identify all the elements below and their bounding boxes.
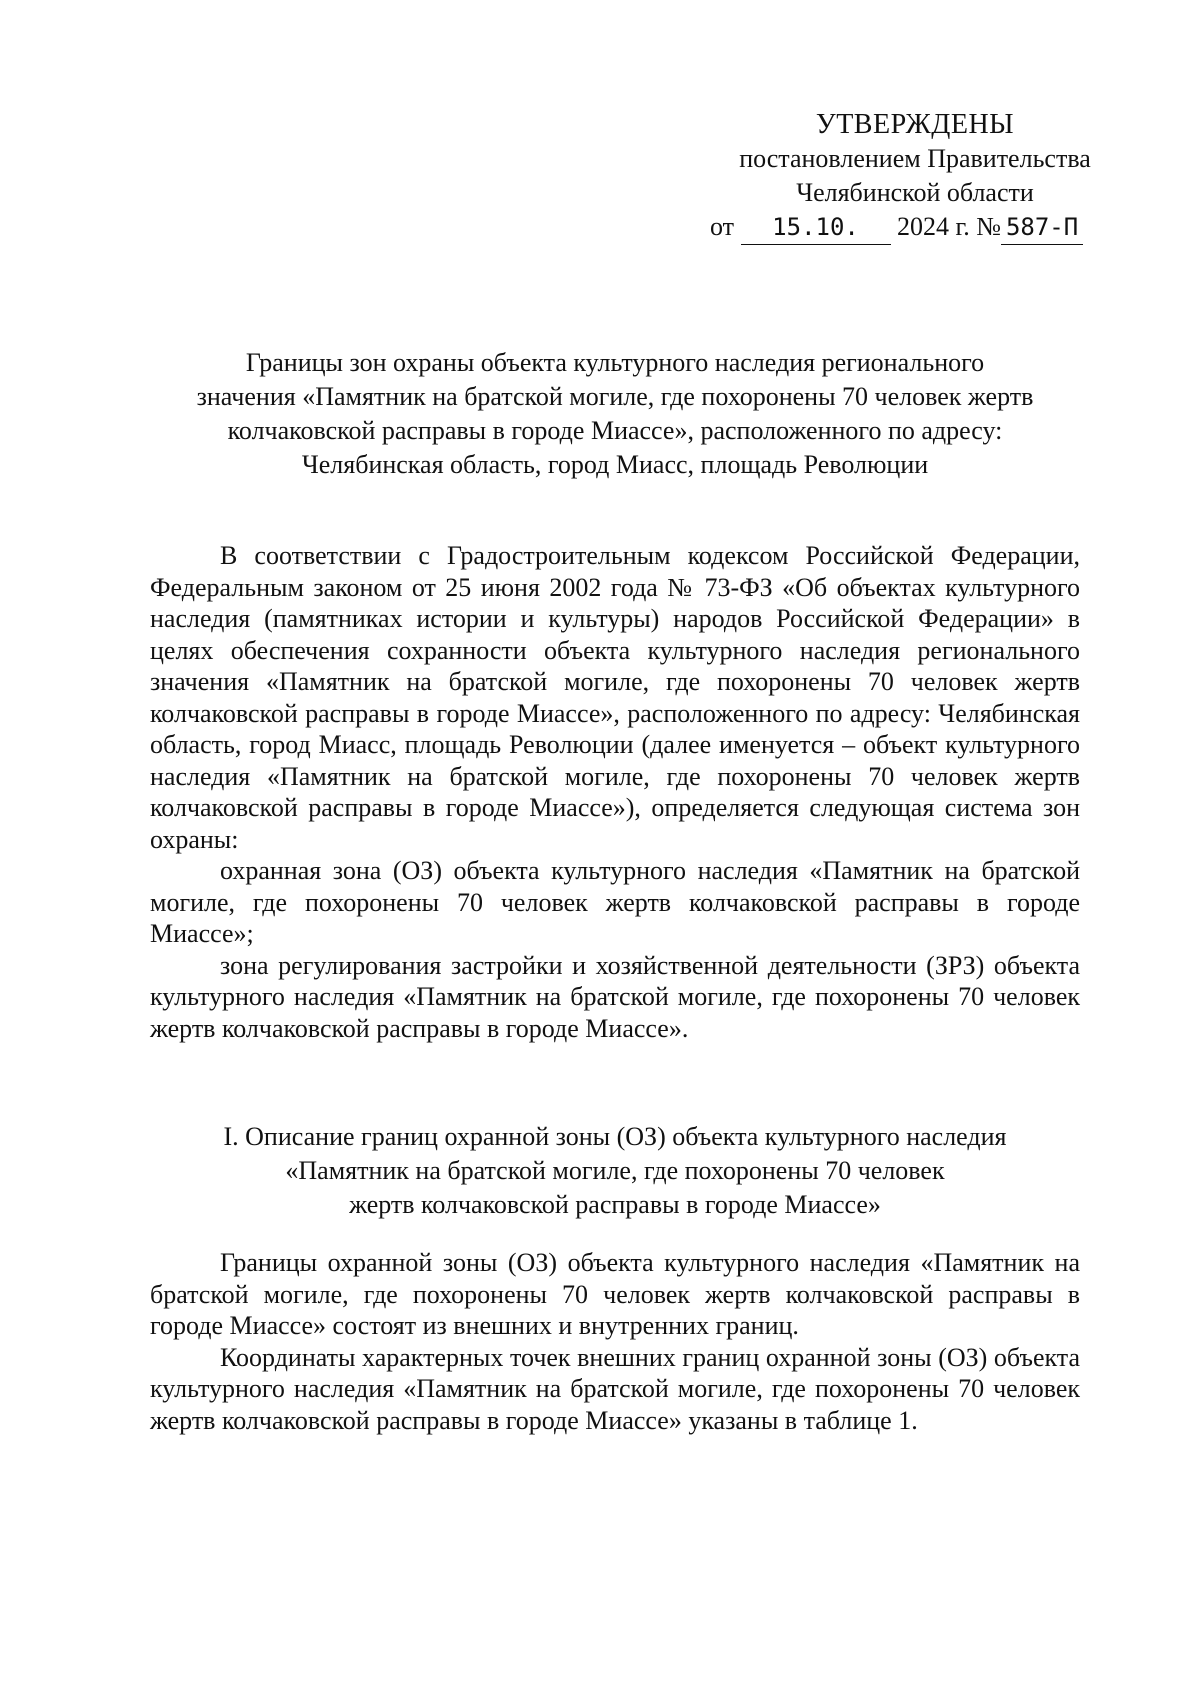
intro-paragraph: зона регулирования застройки и хозяйственной деятельности (ЗРЗ) объекта культурного наследия «Памятник на братской могиле, где похоронены 70 человек жертв колчаковской расправы в городе Миассе». — [150, 950, 1080, 1043]
title-line: Челябинская область, город Миасс, площадь Революции — [301, 450, 929, 479]
approval-date-line — [700, 210, 1130, 245]
section-heading-line: I. Описание границ охранной зоны (ОЗ) объекта культурного наследия — [223, 1122, 1007, 1151]
approval-number: 587-П — [1001, 210, 1083, 245]
approval-number-sign: № — [976, 212, 1002, 241]
approval-heading: УТВЕРЖДЕНЫ — [815, 109, 1015, 140]
approval-block — [700, 108, 1130, 245]
intro-paragraph: охранная зона (ОЗ) объекта культурного наследия «Памятник на братской могиле, где похоронены 70 человек жертв колчаковской расправы в городе Миассе»; — [150, 856, 1080, 948]
section-paragraph: Координаты характерных точек внешних границ охранной зоны (ОЗ) объекта культурного наследия «Памятник на братской могиле, где похоронены 70 человек жертв колчаковской расправы в городе Миассе» указаны в таблице 1. — [150, 1342, 1080, 1435]
approval-year: 2024 г. — [897, 212, 970, 241]
title-line: значения «Памятник на братской могиле, где похоронены 70 человек жертв — [196, 382, 1034, 411]
approval-prefix: от — [710, 212, 735, 241]
section-heading-line: жертв колчаковской расправы в городе Миассе» — [349, 1190, 881, 1219]
document-title — [150, 346, 1080, 482]
section-heading-line: «Памятник на братской могиле, где похоронены 70 человек — [285, 1156, 945, 1185]
approval-line-1: постановлением Правительства — [739, 144, 1091, 173]
section-1-heading — [150, 1120, 1080, 1222]
approval-date: 15.10. — [741, 210, 891, 245]
title-line: Границы зон охраны объекта культурного наследия регионального — [245, 348, 985, 377]
title-line: колчаковской расправы в городе Миассе», расположенного по адресу: — [227, 416, 1003, 445]
intro-text — [150, 540, 1080, 1044]
section-paragraph: Границы охранной зоны (ОЗ) объекта культурного наследия «Памятник на братской могиле, где похоронены 70 человек жертв колчаковской расправы в городе Миассе» состоят из внешних и внутренних границ. — [150, 1248, 1080, 1340]
section-1-text — [150, 1247, 1080, 1436]
intro-paragraph: В соответствии с Градостроительным кодексом Российской Федерации, Федеральным законом от 25 июня 2002 года № 73-ФЗ «Об объектах культурного наследия (памятниках истории и культуры) народов Российской Федерации» в целях обеспечения сохранности объекта культурного наследия регионального значения «Памятник на братской могиле, где похоронены 70 человек жертв колчаковской расправы в городе Миассе», расположенного по адресу: Челябинская область, город Миасс, площадь Революции (далее именуется – объект культурного наследия «Памятник на братской могиле, где похоронены 70 человек жертв колчаковской расправы в городе Миассе»), определяется следующая система зон охраны: — [150, 541, 1080, 854]
approval-line-2: Челябинской области — [796, 178, 1034, 207]
